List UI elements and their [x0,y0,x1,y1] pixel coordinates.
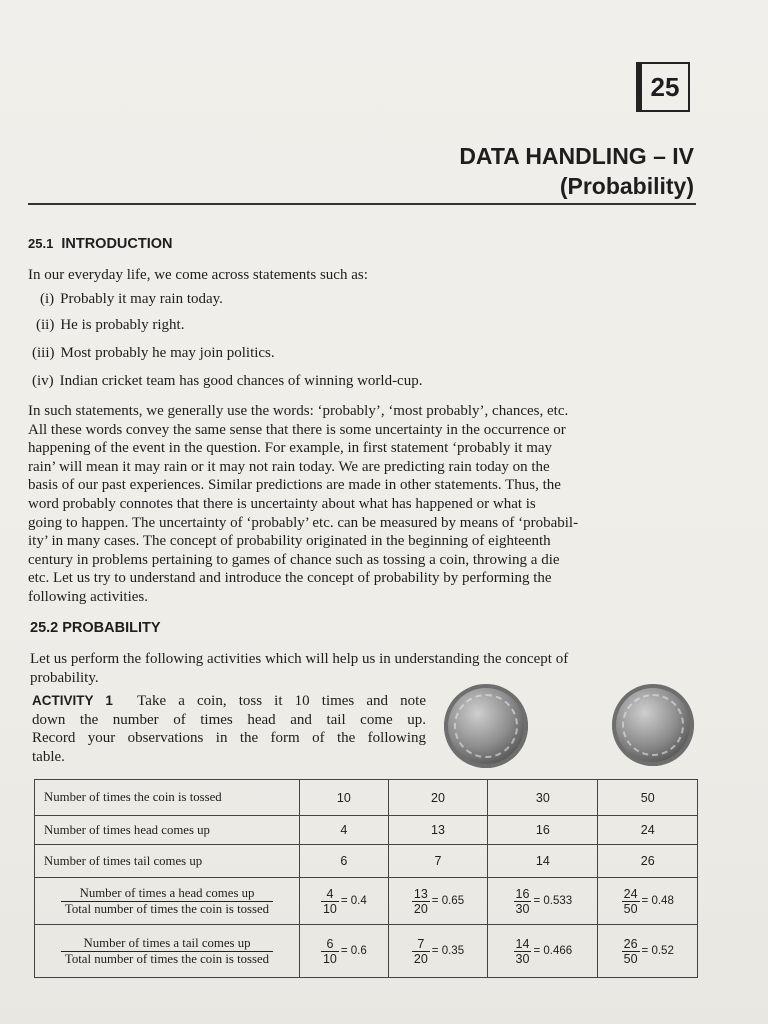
coin-heads-image [612,684,694,766]
paragraph-line: All these words convey the same sense that there is some uncertainty in the occurrence or [28,421,566,438]
section-heading-probability: 25.2 PROBABILITY [30,620,161,636]
row-label: Number of times the coin is tossed [35,780,300,816]
intro-paragraph [28,402,698,607]
ratio-cell: $\frac{7}{20}$ = 0.35 [388,925,487,978]
table-row [35,845,698,878]
ratio-cell: $\frac{4}{10}$ = 0.4 [300,878,389,925]
ratio-denominator-label: Total number of times the coin is tossed [64,951,270,966]
ratio-denominator-label: Total number of times the coin is tossed [64,901,270,916]
table-row [35,925,698,978]
table-cell: 6 [300,845,389,878]
activity-line: Take a coin, toss it 10 times and note [137,693,427,709]
table-cell: 13 [388,816,487,845]
table-cell: 26 [598,845,698,878]
table-row [35,780,698,816]
activity-1 [32,692,426,766]
row-label: Number of times tail comes up [35,845,300,878]
ratio-numerator-label: Number of times a tail comes up [61,936,273,952]
list-item [36,317,184,334]
list-item-number: (iii) [32,345,55,361]
paragraph-line: word probably connotes that there is uncertainty about what has happened or what is [28,495,536,512]
list-item-text: Probably it may rain today. [60,291,223,307]
paragraph-line: going to happen. The uncertainty of ‘probably’ etc. can be measured by means of ‘probabil- [28,514,579,531]
table-row [35,816,698,845]
ratio-numerator-label: Number of times a head comes up [61,886,273,902]
table-cell: 20 [388,780,487,816]
table-cell: 30 [488,780,598,816]
paragraph-line: century in problems pertaining to games of chance such as tossing a coin, throwing a die [28,551,560,568]
list-item-text: Most probably he may join politics. [60,345,275,361]
row-label: Number of times head comes up [35,816,300,845]
title-divider [28,203,696,205]
intro-lead: In our everyday life, we come across statements such as: [28,267,368,283]
chapter-subtitle: (Probability) [559,173,694,199]
activity-label: ACTIVITY 1 [32,693,113,708]
ratio-cell: $\frac{24}{50}$ = 0.48 [598,878,698,925]
table-cell: 4 [300,816,389,845]
ratio-row-label [35,878,300,925]
list-item-text: He is probably right. [60,317,185,333]
probability-lead [30,650,700,687]
paragraph-line: In such statements, we generally use the words: ‘probably’, ‘most probably’, chances, etc. [28,403,569,419]
table-row [35,878,698,925]
paragraph-line: Let us perform the following activities which will help us in understanding the concept of [30,651,569,667]
ratio-cell: $\frac{6}{10}$ = 0.6 [300,925,389,978]
ratio-cell: $\frac{13}{20}$ = 0.65 [388,878,487,925]
table-cell: 16 [488,816,598,845]
table-cell: 14 [488,845,598,878]
ratio-cell: $\frac{14}{30}$ = 0.466 [488,925,598,978]
section-heading-introduction [28,236,173,252]
activity-line: table. [32,748,65,765]
ratio-row-label [35,925,300,978]
list-item [32,345,275,362]
paragraph-line: basis of our past experiences. Similar predictions are made in other statements. Thus, the [28,477,561,494]
table-cell: 24 [598,816,698,845]
table-cell: 7 [388,845,487,878]
coin-tails-image [444,684,528,768]
ratio-cell: $\frac{26}{50}$ = 0.52 [598,925,698,978]
list-item-number: (i) [40,291,55,307]
table-cell: 50 [598,780,698,816]
list-item [40,291,223,308]
chapter-title: DATA HANDLING – IV [459,143,694,169]
chapter-number-box: 25 [636,62,690,112]
paragraph-line: happening of the event in the question. For example, in first statement ‘probably it may [28,440,553,457]
table-cell: 10 [300,780,389,816]
paragraph-line: etc. Let us try to understand and introduce the concept of probability by performing the [28,570,552,587]
section-title: INTRODUCTION [61,236,173,252]
ratio-cell: $\frac{16}{30}$ = 0.533 [488,878,598,925]
list-item-number: (iv) [32,373,54,389]
list-item-number: (ii) [36,317,55,333]
activity-line: down the number of times head and tail come up. [32,711,426,728]
list-item [32,373,422,390]
paragraph-line: rain’ will mean it may rain or it may not rain today. We are predicting rain today on the [28,458,550,475]
section-number: 25.1 [28,236,54,251]
list-item-text: Indian cricket team has good chances of winning world-cup. [59,373,423,389]
paragraph-line: probability. [30,669,99,686]
paragraph-line: following activities. [28,588,148,605]
observation-table [34,779,698,978]
activity-line: Record your observations in the form of the following [32,730,426,747]
paragraph-line: ity’ in many cases. The concept of probability originated in the beginning of eighteenth [28,533,551,550]
